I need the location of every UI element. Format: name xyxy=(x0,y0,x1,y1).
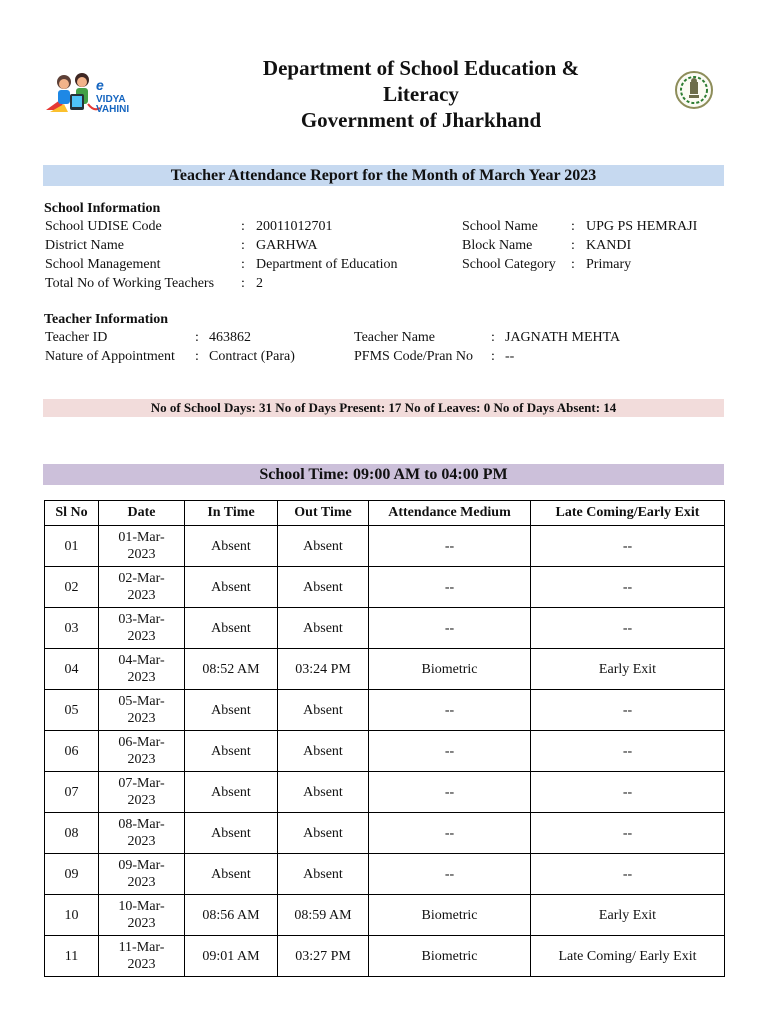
appointment-value: Contract (Para) xyxy=(209,349,295,364)
colon: : xyxy=(241,219,245,234)
medium-cell: -- xyxy=(369,854,531,895)
sl-no-cell: 08 xyxy=(45,813,99,854)
colon: : xyxy=(241,257,245,272)
in-time-cell: Absent xyxy=(185,567,278,608)
teacher-id-value: 463862 xyxy=(209,330,251,345)
late-early-cell: -- xyxy=(531,731,725,772)
table-row xyxy=(45,567,725,608)
report-title-band: Teacher Attendance Report for the Month of March Year 2023 xyxy=(43,165,724,186)
out-time-cell: Absent xyxy=(278,813,369,854)
school-category-value: Primary xyxy=(586,257,632,272)
department-title xyxy=(200,55,642,133)
medium-cell: -- xyxy=(369,731,531,772)
district-label: District Name xyxy=(45,238,124,253)
svg-text:e: e xyxy=(96,77,104,93)
sl-no-cell: 04 xyxy=(45,649,99,690)
date-cell: 08-Mar- 2023 xyxy=(99,813,185,854)
date-cell: 04-Mar- 2023 xyxy=(99,649,185,690)
out-time-cell: Absent xyxy=(278,854,369,895)
teacher-name-label: Teacher Name xyxy=(354,330,436,345)
out-time-cell: 08:59 AM xyxy=(278,895,369,936)
colon: : xyxy=(571,238,575,253)
col-header-date: Date xyxy=(99,501,185,526)
sl-no-cell: 09 xyxy=(45,854,99,895)
col-header-attendance-medium: Attendance Medium xyxy=(369,501,531,526)
attendance-summary-band: No of School Days: 31 No of Days Present: 17 No of Leaves: 0 No of Days Absent: 14 xyxy=(43,399,724,417)
school-time-band: School Time: 09:00 AM to 04:00 PM xyxy=(43,464,724,485)
sl-no-cell: 11 xyxy=(45,936,99,977)
title-line-2: Literacy xyxy=(383,82,459,106)
colon: : xyxy=(241,238,245,253)
out-time-cell: 03:24 PM xyxy=(278,649,369,690)
late-early-cell: Early Exit xyxy=(531,895,725,936)
medium-cell: Biometric xyxy=(369,649,531,690)
date-cell: 09-Mar- 2023 xyxy=(99,854,185,895)
medium-cell: -- xyxy=(369,567,531,608)
management-value: Department of Education xyxy=(256,257,398,272)
late-early-cell: -- xyxy=(531,526,725,567)
medium-cell: -- xyxy=(369,772,531,813)
late-early-cell: -- xyxy=(531,772,725,813)
block-name-label: Block Name xyxy=(462,238,533,253)
in-time-cell: Absent xyxy=(185,526,278,567)
colon: : xyxy=(491,330,495,345)
date-cell: 05-Mar- 2023 xyxy=(99,690,185,731)
teacher-info-heading: Teacher Information xyxy=(44,312,169,327)
in-time-cell: Absent xyxy=(185,690,278,731)
col-header-in-time: In Time xyxy=(185,501,278,526)
sl-no-cell: 03 xyxy=(45,608,99,649)
out-time-cell: Absent xyxy=(278,608,369,649)
colon: : xyxy=(195,330,199,345)
sl-no-cell: 06 xyxy=(45,731,99,772)
table-row xyxy=(45,895,725,936)
jharkhand-emblem-icon xyxy=(674,70,714,114)
table-row xyxy=(45,649,725,690)
medium-cell: -- xyxy=(369,690,531,731)
in-time-cell: Absent xyxy=(185,731,278,772)
medium-cell: -- xyxy=(369,608,531,649)
block-name-value: KANDI xyxy=(586,238,632,253)
table-row xyxy=(45,731,725,772)
working-teachers-label: Total No of Working Teachers xyxy=(45,276,215,291)
out-time-cell: Absent xyxy=(278,731,369,772)
title-line-1: Department of School Education & xyxy=(262,56,580,80)
pfms-value: -- xyxy=(505,349,515,364)
table-row xyxy=(45,936,725,977)
date-cell: 10-Mar- 2023 xyxy=(99,895,185,936)
svg-text:VAHINI: VAHINI xyxy=(96,104,130,115)
table-row xyxy=(45,608,725,649)
out-time-cell: Absent xyxy=(278,567,369,608)
col-header-out-time: Out Time xyxy=(278,501,369,526)
date-cell: 01-Mar- 2023 xyxy=(99,526,185,567)
in-time-cell: Absent xyxy=(185,813,278,854)
col-header-late-early: Late Coming/Early Exit xyxy=(531,501,725,526)
school-info-heading: School Information xyxy=(44,201,161,216)
school-category-label: School Category xyxy=(462,257,556,272)
medium-cell: -- xyxy=(369,526,531,567)
colon: : xyxy=(491,349,495,364)
table-row xyxy=(45,690,725,731)
pfms-label: PFMS Code/Pran No xyxy=(354,349,474,364)
in-time-cell: Absent xyxy=(185,854,278,895)
date-cell: 11-Mar- 2023 xyxy=(99,936,185,977)
out-time-cell: Absent xyxy=(278,772,369,813)
management-label: School Management xyxy=(45,257,161,272)
in-time-cell: Absent xyxy=(185,608,278,649)
udise-value: 20011012701 xyxy=(256,219,333,234)
title-line-3: Government of Jharkhand xyxy=(300,108,542,132)
late-early-cell: -- xyxy=(531,608,725,649)
date-cell: 02-Mar- 2023 xyxy=(99,567,185,608)
udise-label: School UDISE Code xyxy=(45,219,162,234)
table-row xyxy=(45,526,725,567)
out-time-cell: Absent xyxy=(278,690,369,731)
table-row xyxy=(45,854,725,895)
late-early-cell: -- xyxy=(531,567,725,608)
late-early-cell: Early Exit xyxy=(531,649,725,690)
colon: : xyxy=(571,257,575,272)
sl-no-cell: 05 xyxy=(45,690,99,731)
colon: : xyxy=(571,219,575,234)
date-cell: 07-Mar- 2023 xyxy=(99,772,185,813)
date-cell: 06-Mar- 2023 xyxy=(99,731,185,772)
col-header-sl-no: Sl No xyxy=(45,501,99,526)
late-early-cell: -- xyxy=(531,854,725,895)
medium-cell: Biometric xyxy=(369,895,531,936)
svg-text:VIDYA: VIDYA xyxy=(96,94,126,105)
colon: : xyxy=(241,276,245,291)
school-name-label: School Name xyxy=(462,219,538,234)
late-early-cell: -- xyxy=(531,690,725,731)
working-teachers-value: 2 xyxy=(256,276,263,291)
out-time-cell: 03:27 PM xyxy=(278,936,369,977)
sl-no-cell: 01 xyxy=(45,526,99,567)
sl-no-cell: 07 xyxy=(45,772,99,813)
sl-no-cell: 10 xyxy=(45,895,99,936)
medium-cell: -- xyxy=(369,813,531,854)
medium-cell: Biometric xyxy=(369,936,531,977)
appointment-label: Nature of Appointment xyxy=(45,349,175,364)
teacher-name-value: JAGNATH MEHTA xyxy=(505,330,621,345)
in-time-cell: 08:56 AM xyxy=(185,895,278,936)
e-vidya-vahini-logo xyxy=(44,70,148,118)
teacher-id-label: Teacher ID xyxy=(45,330,108,345)
colon: : xyxy=(195,349,199,364)
late-early-cell: Late Coming/ Early Exit xyxy=(531,936,725,977)
in-time-cell: Absent xyxy=(185,772,278,813)
in-time-cell: 09:01 AM xyxy=(185,936,278,977)
district-value: GARHWA xyxy=(256,238,318,253)
attendance-table xyxy=(44,500,725,977)
table-header-row xyxy=(45,501,725,526)
table-row xyxy=(45,772,725,813)
school-name-value: UPG PS HEMRAJI xyxy=(586,219,698,234)
sl-no-cell: 02 xyxy=(45,567,99,608)
out-time-cell: Absent xyxy=(278,526,369,567)
date-cell: 03-Mar- 2023 xyxy=(99,608,185,649)
in-time-cell: 08:52 AM xyxy=(185,649,278,690)
late-early-cell: -- xyxy=(531,813,725,854)
table-row xyxy=(45,813,725,854)
